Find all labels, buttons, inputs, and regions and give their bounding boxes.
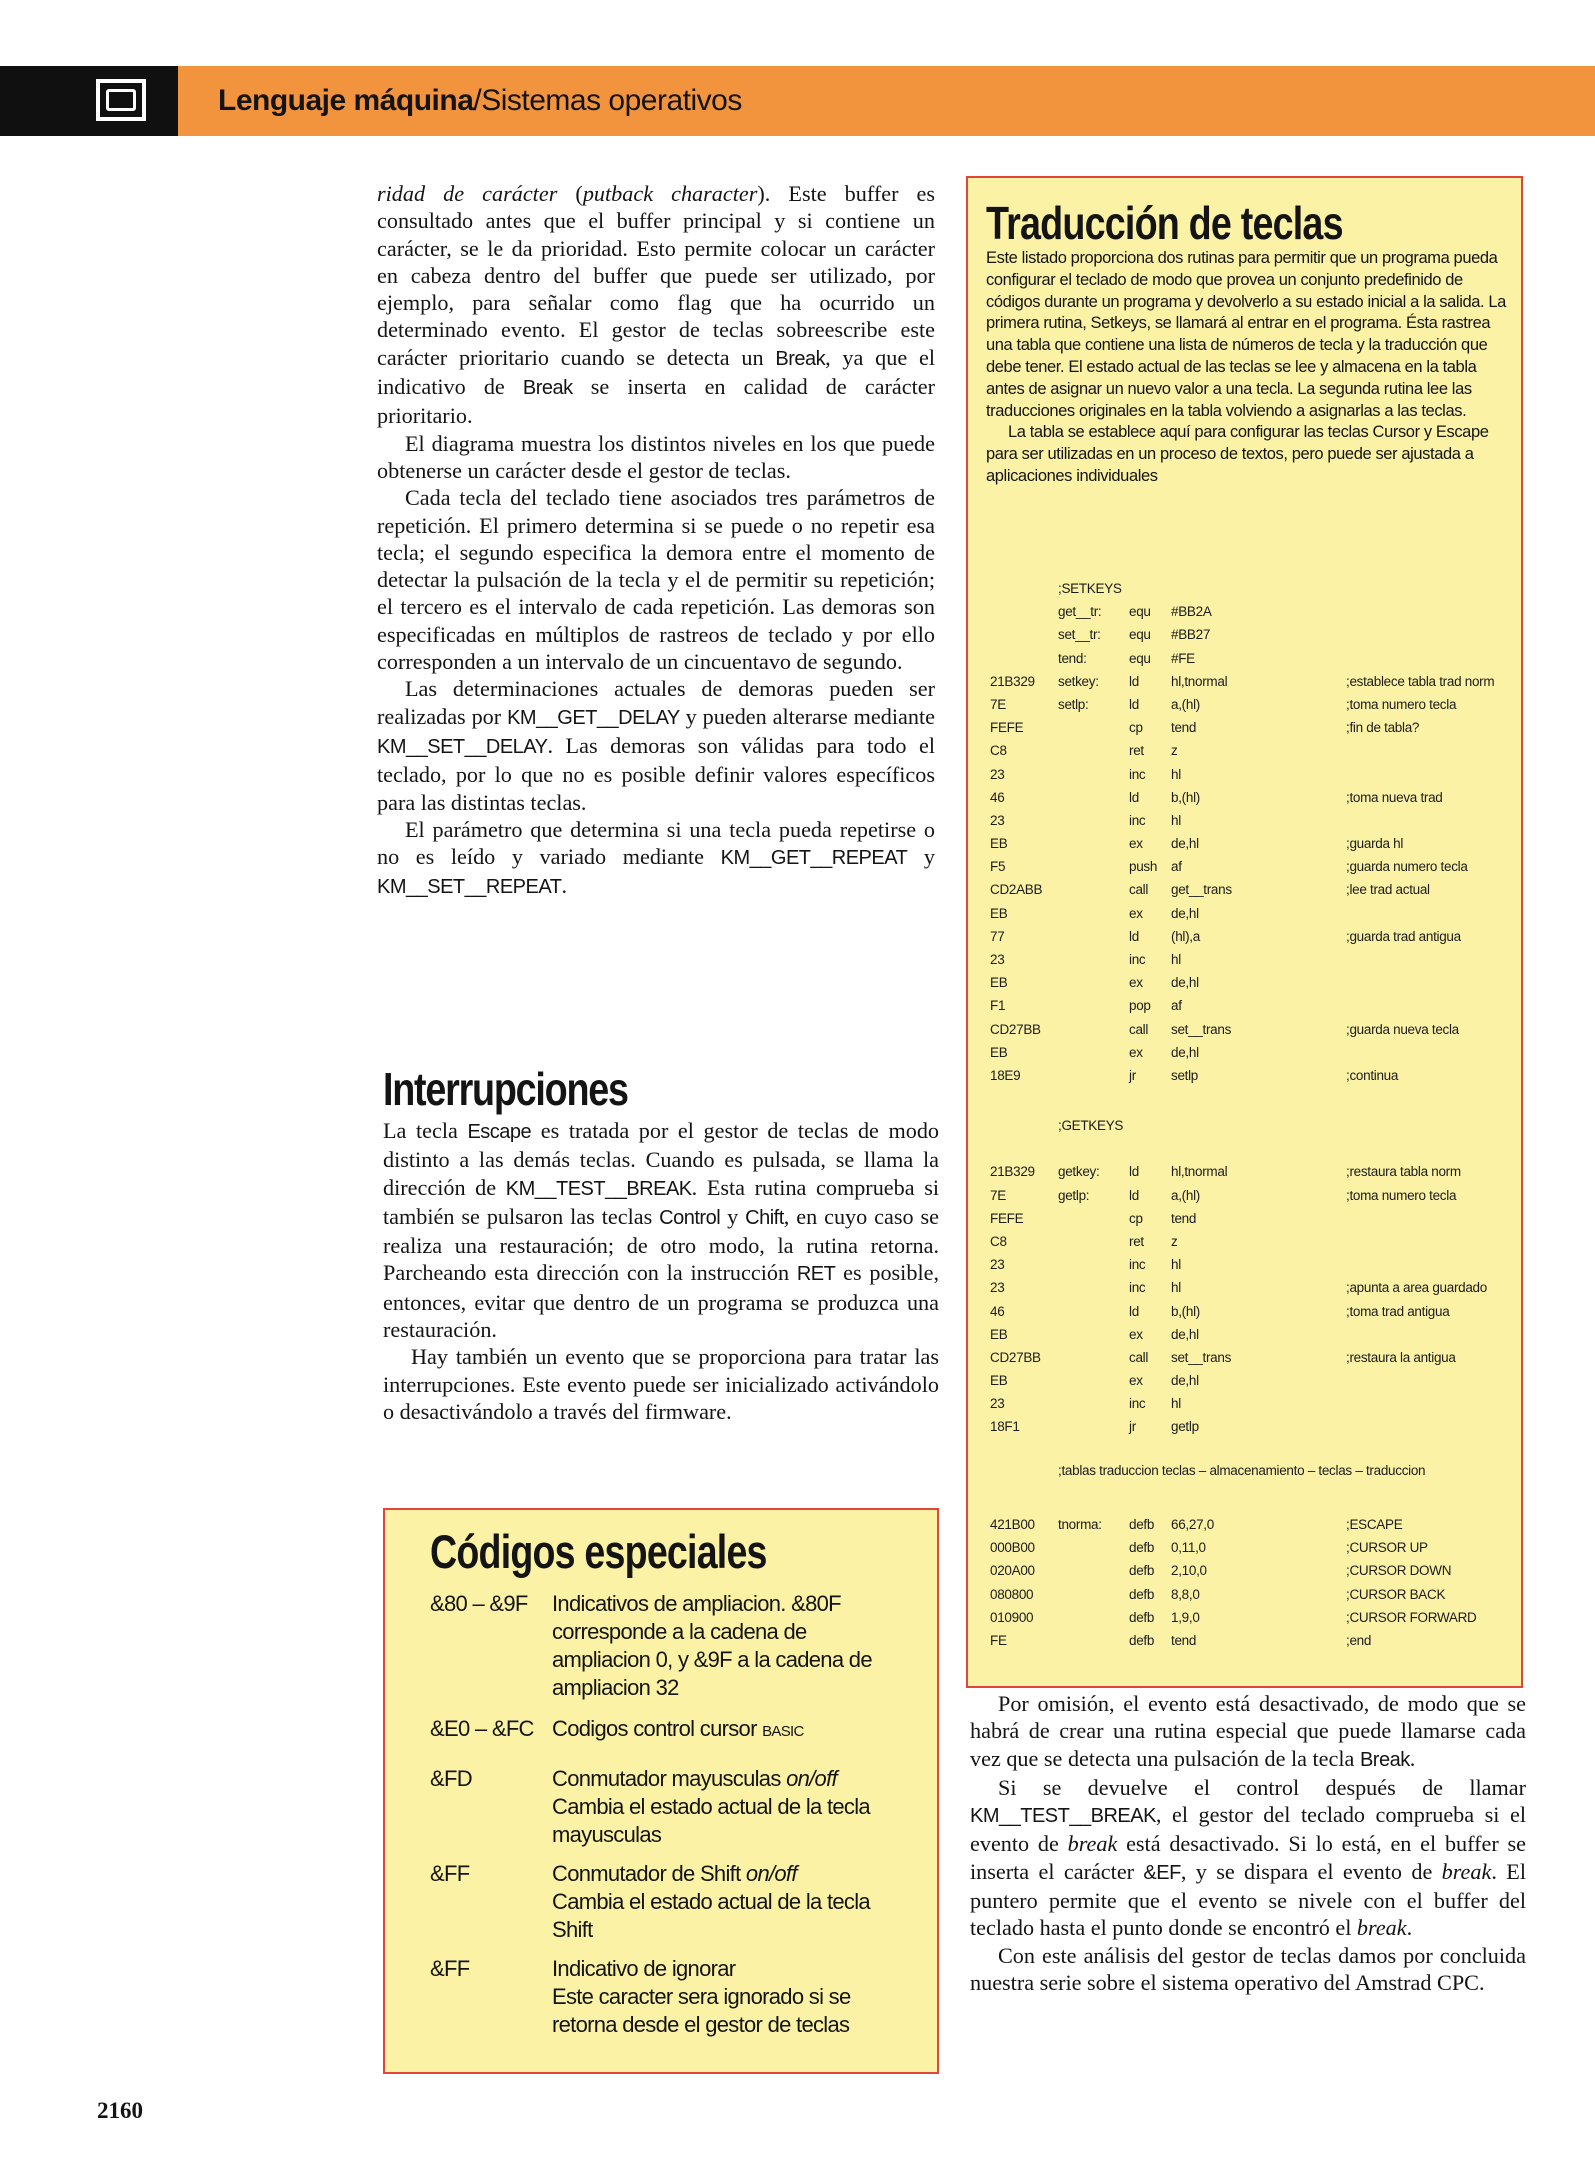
listing-cell: ld: [1129, 696, 1139, 712]
listing-cell: defb: [1129, 1540, 1155, 1556]
listing-cell: 46: [990, 789, 1005, 805]
listing-cell: [1058, 1583, 1102, 1606]
paragraph: La tecla Escape es tratada por el gestor de teclas de modo distinto a las demás teclas. Cuando es pulsada, se llama la dirección de KM__TEST__BREAK. Esta rutina comprueba si también se pulsaron las teclas Control y Chift, en cuyo caso se realiza una restauración; de otro modo, la rutina retorna. Parcheando esta dirección con la instrucción RET es posible, entonces, evitar que dentro de un programa se produzca una restauración.: [383, 1118, 940, 1343]
listing-cell: [1058, 855, 1122, 878]
listing-cell: af: [1171, 998, 1182, 1014]
listing-cell: tend: [1171, 720, 1197, 736]
box-title: Códigos especiales: [430, 1525, 767, 1578]
listing-cell: FEFE: [990, 720, 1024, 736]
listing-cell: cp: [1129, 1210, 1143, 1226]
listing-cell: 7E: [990, 696, 1006, 712]
listing-column-label: [1058, 577, 1122, 1087]
listing-cell: z: [1171, 1233, 1178, 1249]
listing-cell: hl,tnormal: [1171, 673, 1228, 689]
listing-cell: ;toma numero tecla: [1346, 696, 1457, 712]
listing-cell: [1346, 994, 1494, 1017]
listing-cell: ret: [1129, 1233, 1144, 1249]
listing-cell: ld: [1129, 1164, 1139, 1180]
listing-cell: [1058, 809, 1122, 832]
listing-cell: 77: [990, 928, 1005, 944]
listing-cell: [1058, 1018, 1122, 1041]
listing-cell: [1346, 948, 1494, 971]
listing-cell: ;toma nueva trad: [1346, 789, 1443, 805]
listing-cell: [1058, 1276, 1123, 1299]
listing-cell: [1058, 716, 1122, 739]
listing-cell: [1129, 1137, 1148, 1160]
listing-cell: set__tr:: [1058, 627, 1101, 643]
listing-cell: ;end: [1346, 1632, 1372, 1648]
listing-cell: ex: [1129, 1373, 1143, 1389]
listing-cell: a,(hl): [1171, 696, 1200, 712]
paragraph: El diagrama muestra los distintos niveles en los que puede obtenerse un carácter desde el gestor de teclas.: [377, 430, 935, 483]
listing-cell: [1058, 1559, 1102, 1582]
listing-column-label: [1058, 1114, 1123, 1439]
listing-cell: de,hl: [1171, 905, 1199, 921]
listing-column-arg: [1171, 1513, 1214, 1652]
listing-cell: de,hl: [1171, 1373, 1199, 1389]
listing-cell: EB: [990, 1044, 1008, 1060]
listing-column-hex: [990, 577, 1042, 1087]
listing-cell: 0,11,0: [1171, 1540, 1206, 1556]
listing-cell: FE: [990, 1632, 1007, 1648]
listing-cell: F5: [990, 859, 1006, 875]
listing-cell: get__tr:: [1058, 604, 1102, 620]
listing-cell: b,(hl): [1171, 1303, 1200, 1319]
code-key: &FF: [430, 1861, 470, 1886]
special-codes-box: [383, 1508, 939, 2074]
listing-cell: [1346, 1253, 1487, 1276]
listing-cell: [1058, 1064, 1122, 1087]
listing-cell: [1346, 623, 1494, 646]
listing-cell: [1058, 971, 1122, 994]
listing-cell: #FE: [1171, 650, 1195, 666]
listing-cell: defb: [1129, 1609, 1155, 1625]
listing-cell: [1058, 1536, 1102, 1559]
paragraph: Si se devuelve el control después de llamar KM__TEST__BREAK, el gestor del teclado comprueba si el evento de break está desactivado. Si lo está, en el buffer se inserta el carácter &EF, y se dispara el evento de break. El puntero permite que el evento se nivele con el buffer del teclado hasta el punto donde se encontró el break.: [970, 1774, 1526, 1941]
listing-cell: getkey:: [1058, 1164, 1100, 1180]
listing-column-op: [1129, 1114, 1148, 1439]
listing-cell: [1346, 739, 1494, 762]
listing-column-op: [1129, 1513, 1154, 1652]
listing-cell: defb: [1129, 1563, 1155, 1579]
listing-cell: EB: [990, 975, 1008, 991]
listing-cell: 2,10,0: [1171, 1563, 1207, 1579]
listing-cell: setlp:: [1058, 696, 1089, 712]
listing-cell: 080800: [990, 1586, 1034, 1602]
listing-cell: [1346, 1415, 1487, 1438]
listing-cell: inc: [1129, 1280, 1146, 1296]
listing-cell: ld: [1129, 673, 1139, 689]
code-description: Conmutador mayusculas on/off Cambia el estado actual de la tecla mayusculas: [552, 1766, 870, 1847]
listing-cell: [1058, 1629, 1102, 1652]
series-logo: [0, 66, 178, 136]
listing-cell: 010900: [990, 1609, 1034, 1625]
listing-cell: ;guarda trad antigua: [1346, 928, 1461, 944]
listing-cell: [990, 647, 1042, 670]
section-heading: Interrupciones: [383, 1063, 628, 1115]
listing-cell: #BB2A: [1171, 604, 1212, 620]
logo-icon: [96, 79, 146, 121]
listing-cell: [1058, 1253, 1123, 1276]
listing-cell: [1058, 902, 1122, 925]
listing-cell: pop: [1129, 998, 1151, 1014]
listing-cell: ex: [1129, 975, 1143, 991]
listing-cell: [1058, 832, 1122, 855]
listing-cell: [1058, 1346, 1123, 1369]
code-description: Indicativo de ignorar Este caracter sera ignorado si se retorna desde el gestor de teclas: [552, 1956, 851, 2037]
code-description: Indicativos de ampliacion. &80F corresponde a la cadena de ampliacion 0, y &9F a la cadena de ampliacion 32: [552, 1591, 872, 1700]
listing-cell: 21B329: [990, 673, 1035, 689]
listing-cell: 23: [990, 1257, 1005, 1273]
listing-cell: [1346, 600, 1494, 623]
listing-column-label: [1058, 1513, 1102, 1652]
listing-cell: ;toma trad antigua: [1346, 1303, 1450, 1319]
listing-cell: 23: [990, 952, 1005, 967]
listing-cell: [1346, 1041, 1494, 1064]
listing-cell: [1058, 1300, 1123, 1323]
listing-cell: b,(hl): [1171, 789, 1200, 805]
listing-column-comment: [1346, 1114, 1487, 1439]
box-intro: [986, 248, 1516, 488]
listing-cell: 18F1: [990, 1419, 1020, 1435]
code-description: Conmutador de Shift on/off Cambia el estado actual de la tecla Shift: [552, 1861, 870, 1942]
listing-cell: [990, 600, 1042, 623]
listing-cell: 23: [990, 812, 1005, 828]
listing-cell: FEFE: [990, 1210, 1024, 1226]
listing-cell: [1346, 902, 1494, 925]
page-number: 2160: [97, 2098, 143, 2123]
box-title: Traducción de teclas: [986, 197, 1343, 249]
listing-cell: [1058, 948, 1122, 971]
listing-cell: [1058, 1207, 1123, 1230]
listing-cell: [1058, 1392, 1123, 1415]
listing-cell: de,hl: [1171, 1044, 1199, 1060]
listing-column-op: [1129, 577, 1157, 1087]
listing-cell: de,hl: [1171, 836, 1199, 852]
listing-cell: [1346, 971, 1494, 994]
listing-cell: setlp: [1171, 1067, 1199, 1083]
listing-cell: [990, 577, 1042, 600]
listing-cell: C8: [990, 1233, 1007, 1249]
paragraph: Cada tecla del teclado tiene asociados tres parámetros de repetición. El primero determina si se puede o no repetir esa tecla; el segundo especifica la demora entre el momento de detectar la pulsación de la tecla y el de permitir su repetición; el tercero es el intervalo de cada repetición. Las demoras son especificadas en múltiplos de rastreos de teclado y por ello corresponden a un intervalo de un cincuentavo de segundo.: [377, 485, 935, 675]
listing-column-arg: [1171, 1114, 1231, 1439]
listing-cell: hl: [1171, 766, 1181, 782]
paragraph: El parámetro que determina si una tecla pueda repetirse o no es leído y variado mediante KM__GET__REPEAT y KM__SET__REPEAT.: [377, 816, 936, 899]
listing-cell: defb: [1129, 1632, 1155, 1648]
listing-cell: call: [1129, 1349, 1149, 1365]
listing-cell: z: [1171, 743, 1178, 759]
listing-cell: [1346, 1369, 1487, 1392]
table-comment: ;tablas traduccion teclas – almacenamiento – teclas – traduccion: [1058, 1463, 1426, 1478]
right-column-text: [970, 1690, 1526, 1996]
listing-cell: [1129, 577, 1157, 600]
code-key: &80 – &9F: [430, 1591, 528, 1616]
listing-cell: ;apunta a area guardado: [1346, 1280, 1487, 1296]
listing-cell: [1346, 1114, 1487, 1137]
listing-cell: 18E9: [990, 1067, 1021, 1083]
listing-cell: ret: [1129, 743, 1144, 759]
listing-cell: ex: [1129, 1044, 1143, 1060]
listing-cell: 46: [990, 1303, 1005, 1319]
intro-paragraph: La tabla se establece aquí para configurar las teclas Cursor y Escape para ser utilizadas en un proceso de textos, pero puede ser ajustada a aplicaciones individuales: [986, 423, 1489, 485]
listing-cell: ;CURSOR UP: [1346, 1540, 1428, 1556]
listing-cell: ex: [1129, 836, 1143, 852]
listing-cell: defb: [1129, 1517, 1155, 1532]
listing-cell: ;CURSOR BACK: [1346, 1586, 1446, 1602]
listing-cell: [1058, 1606, 1102, 1629]
listing-cell: ex: [1129, 905, 1143, 921]
listing-cell: inc: [1129, 952, 1146, 967]
listing-cell: [990, 1137, 1041, 1160]
listing-cell: inc: [1129, 1257, 1146, 1273]
listing-cell: call: [1129, 882, 1149, 898]
intro-paragraph: Este listado proporciona dos rutinas para permitir que un programa pueda configurar el teclado de modo que provea un conjunto predefinido de códigos durante un programa y devolverlo a su estado inicial a la salida. La primera rutina, Setkeys, se llamará al entrar en el programa. Ésta rastrea una tabla que contiene una lista de números de tecla y la traducción que debe tener. El estado actual de las teclas se lee y almacena en la tabla antes de asignar un nuevo valor a una tecla. La segunda rutina lee las traducciones originales en la tabla volviendo a asignarlas a las teclas.: [986, 249, 1506, 420]
listing-cell: 8,8,0: [1171, 1586, 1200, 1602]
listing-cell: EB: [990, 836, 1008, 852]
listing-column-arg: [1171, 577, 1232, 1087]
listing-cell: EB: [990, 905, 1008, 921]
listing-cell: [1346, 577, 1494, 600]
listing-cell: getlp: [1171, 1419, 1199, 1435]
key-translation-box: [966, 176, 1523, 1688]
listing-cell: [1346, 1207, 1487, 1230]
listing-cell: C8: [990, 743, 1007, 759]
listing-cell: push: [1129, 859, 1158, 875]
listing-cell: [990, 623, 1042, 646]
listing-cell: ;guarda hl: [1346, 836, 1404, 852]
listing-cell: cp: [1129, 720, 1143, 736]
listing-cell: [1346, 1392, 1487, 1415]
listing-cell: ;establece tabla trad norm: [1346, 673, 1495, 689]
listing-cell: CD27BB: [990, 1349, 1041, 1365]
listing-cell: hl: [1171, 1396, 1181, 1412]
listing-cell: [1058, 1230, 1123, 1253]
listing-cell: ;CURSOR DOWN: [1346, 1563, 1452, 1579]
listing-cell: [1346, 647, 1494, 670]
listing-cell: af: [1171, 859, 1182, 875]
listing-cell: hl: [1171, 1257, 1181, 1273]
listing-cell: CD27BB: [990, 1021, 1041, 1037]
listing-cell: EB: [990, 1326, 1008, 1342]
listing-cell: [1346, 1137, 1487, 1160]
listing-cell: 421B00: [990, 1517, 1035, 1532]
listing-cell: ex: [1129, 1326, 1143, 1342]
code-key: &FD: [430, 1766, 472, 1791]
listing-cell: jr: [1129, 1419, 1136, 1435]
listing-cell: ;restaura tabla norm: [1346, 1164, 1461, 1180]
listing-cell: ld: [1129, 1187, 1139, 1203]
listing-cell: get__trans: [1171, 882, 1232, 898]
paragraph: ridad de carácter (putback character). Este buffer es consultado antes que el buffer principal y si contiene un carácter, se le da prioridad. Esto permite colocar un carácter en cabeza dentro del buffer que puede ser utilizado, por ejemplo, para señalar como flag que ha ocurrido un determinado evento. El gestor de teclas sobreescribe este carácter prioritario cuando se detecta un Break, ya que el indicativo de Break se inserta en calidad de carácter prioritario.: [377, 181, 936, 429]
listing-cell: jr: [1129, 1067, 1136, 1083]
left-column-text: [377, 180, 935, 902]
listing-cell: [990, 1114, 1041, 1137]
listing-cell: de,hl: [1171, 975, 1199, 991]
listing-cell: 1,9,0: [1171, 1609, 1200, 1625]
listing-column-comment: [1346, 1513, 1477, 1652]
listing-cell: tnorma:: [1058, 1517, 1102, 1532]
listing-cell: [1058, 1369, 1123, 1392]
listing-cell: [1058, 878, 1122, 901]
listing-cell: [1058, 786, 1122, 809]
listing-cell: [1171, 577, 1232, 600]
listing-cell: ;guarda nueva tecla: [1346, 1021, 1459, 1037]
listing-cell: a,(hl): [1171, 1187, 1200, 1203]
listing-cell: defb: [1129, 1586, 1155, 1602]
listing-cell: ;restaura la antigua: [1346, 1349, 1456, 1365]
listing-cell: call: [1129, 1021, 1149, 1037]
code-key: &E0 – &FC: [430, 1716, 534, 1741]
listing-cell: [1058, 1323, 1123, 1346]
listing-column-comment: [1346, 577, 1494, 1087]
listing-cell: [1058, 925, 1122, 948]
paragraph: Hay también un evento que se proporciona para tratar las interrupciones. Este evento puede ser inicializado activándolo o desactivándolo a través del firmware.: [383, 1344, 939, 1424]
listing-cell: [1346, 1230, 1487, 1253]
section-title: Lenguaje máquina/Sistemas operativos: [218, 84, 742, 117]
listing-cell: ;CURSOR FORWARD: [1346, 1609, 1477, 1625]
listing-cell: [1346, 763, 1494, 786]
listing-cell: equ: [1129, 627, 1151, 643]
listing-cell: ;SETKEYS: [1058, 581, 1122, 596]
listing-cell: inc: [1129, 1396, 1146, 1412]
listing-cell: ;GETKEYS: [1058, 1118, 1124, 1133]
listing-cell: ld: [1129, 928, 1139, 944]
listing-cell: set__trans: [1171, 1021, 1232, 1037]
listing-cell: de,hl: [1171, 1326, 1199, 1342]
listing-cell: hl: [1171, 952, 1181, 967]
listing-cell: [1058, 1137, 1123, 1160]
paragraph: Con este análisis del gestor de teclas damos por concluida nuestra serie sobre el sistema operativo del Amstrad CPC.: [970, 1942, 1526, 1995]
listing-cell: [1171, 1137, 1231, 1160]
listing-cell: 7E: [990, 1187, 1006, 1203]
listing-cell: ;guarda numero tecla: [1346, 859, 1468, 875]
listing-cell: tend: [1171, 1210, 1197, 1226]
listing-cell: ld: [1129, 789, 1139, 805]
listing-column-hex: [990, 1513, 1035, 1652]
listing-cell: inc: [1129, 766, 1146, 782]
listing-cell: getlp:: [1058, 1187, 1090, 1203]
listing-cell: hl: [1171, 812, 1181, 828]
listing-cell: ;fin de tabla?: [1346, 720, 1420, 736]
listing-cell: 23: [990, 766, 1005, 782]
paragraph: Las determinaciones actuales de demoras pueden ser realizadas por KM__GET__DELAY y pueden alterarse mediante KM__SET__DELAY. Las demoras son válidas para todo el teclado, por lo que no es posible definir valores específicos para las distintas teclas.: [377, 676, 935, 815]
listing-cell: tend: [1171, 1632, 1197, 1648]
listing-cell: tend:: [1058, 650, 1087, 666]
listing-cell: CD2ABB: [990, 882, 1043, 898]
listing-cell: [1346, 1323, 1487, 1346]
listing-cell: #BB27: [1171, 627, 1211, 643]
listing-cell: [1346, 809, 1494, 832]
paragraph: Por omisión, el evento está desactivado, de modo que se habrá de crear una rutina especial que puede llamarse cada vez que se detecta una pulsación de la tecla Break.: [970, 1691, 1526, 1771]
listing-cell: hl: [1171, 1280, 1181, 1296]
listing-cell: ;continua: [1346, 1067, 1399, 1083]
listing-cell: [1058, 1041, 1122, 1064]
listing-cell: 23: [990, 1280, 1005, 1296]
listing-cell: equ: [1129, 650, 1151, 666]
left-column-text-2: [383, 1117, 939, 1425]
listing-cell: equ: [1129, 604, 1151, 620]
listing-cell: [1171, 1114, 1231, 1137]
listing-cell: [1058, 1415, 1123, 1438]
listing-cell: EB: [990, 1373, 1008, 1389]
listing-cell: ;ESCAPE: [1346, 1517, 1403, 1532]
listing-cell: F1: [990, 998, 1006, 1014]
listing-cell: (hl),a: [1171, 928, 1200, 944]
listing-cell: 000B00: [990, 1540, 1035, 1556]
listing-cell: [1058, 994, 1122, 1017]
listing-cell: ;toma numero tecla: [1346, 1187, 1457, 1203]
listing-cell: [1129, 1114, 1148, 1137]
listing-cell: set__trans: [1171, 1349, 1232, 1365]
listing-cell: 23: [990, 1396, 1005, 1412]
listing-cell: inc: [1129, 812, 1146, 828]
listing-cell: [1058, 739, 1122, 762]
code-description: Codigos control cursor BASIC: [552, 1716, 804, 1741]
listing-cell: setkey:: [1058, 673, 1099, 689]
listing-cell: 66,27,0: [1171, 1517, 1214, 1532]
listing-cell: ;lee trad actual: [1346, 882, 1430, 898]
listing-cell: [1058, 763, 1122, 786]
listing-cell: ld: [1129, 1303, 1139, 1319]
listing-cell: hl,tnormal: [1171, 1164, 1228, 1180]
code-key: &FF: [430, 1956, 470, 1981]
listing-cell: 020A00: [990, 1563, 1035, 1579]
listing-cell: 21B329: [990, 1164, 1035, 1180]
listing-column-hex: [990, 1114, 1041, 1439]
